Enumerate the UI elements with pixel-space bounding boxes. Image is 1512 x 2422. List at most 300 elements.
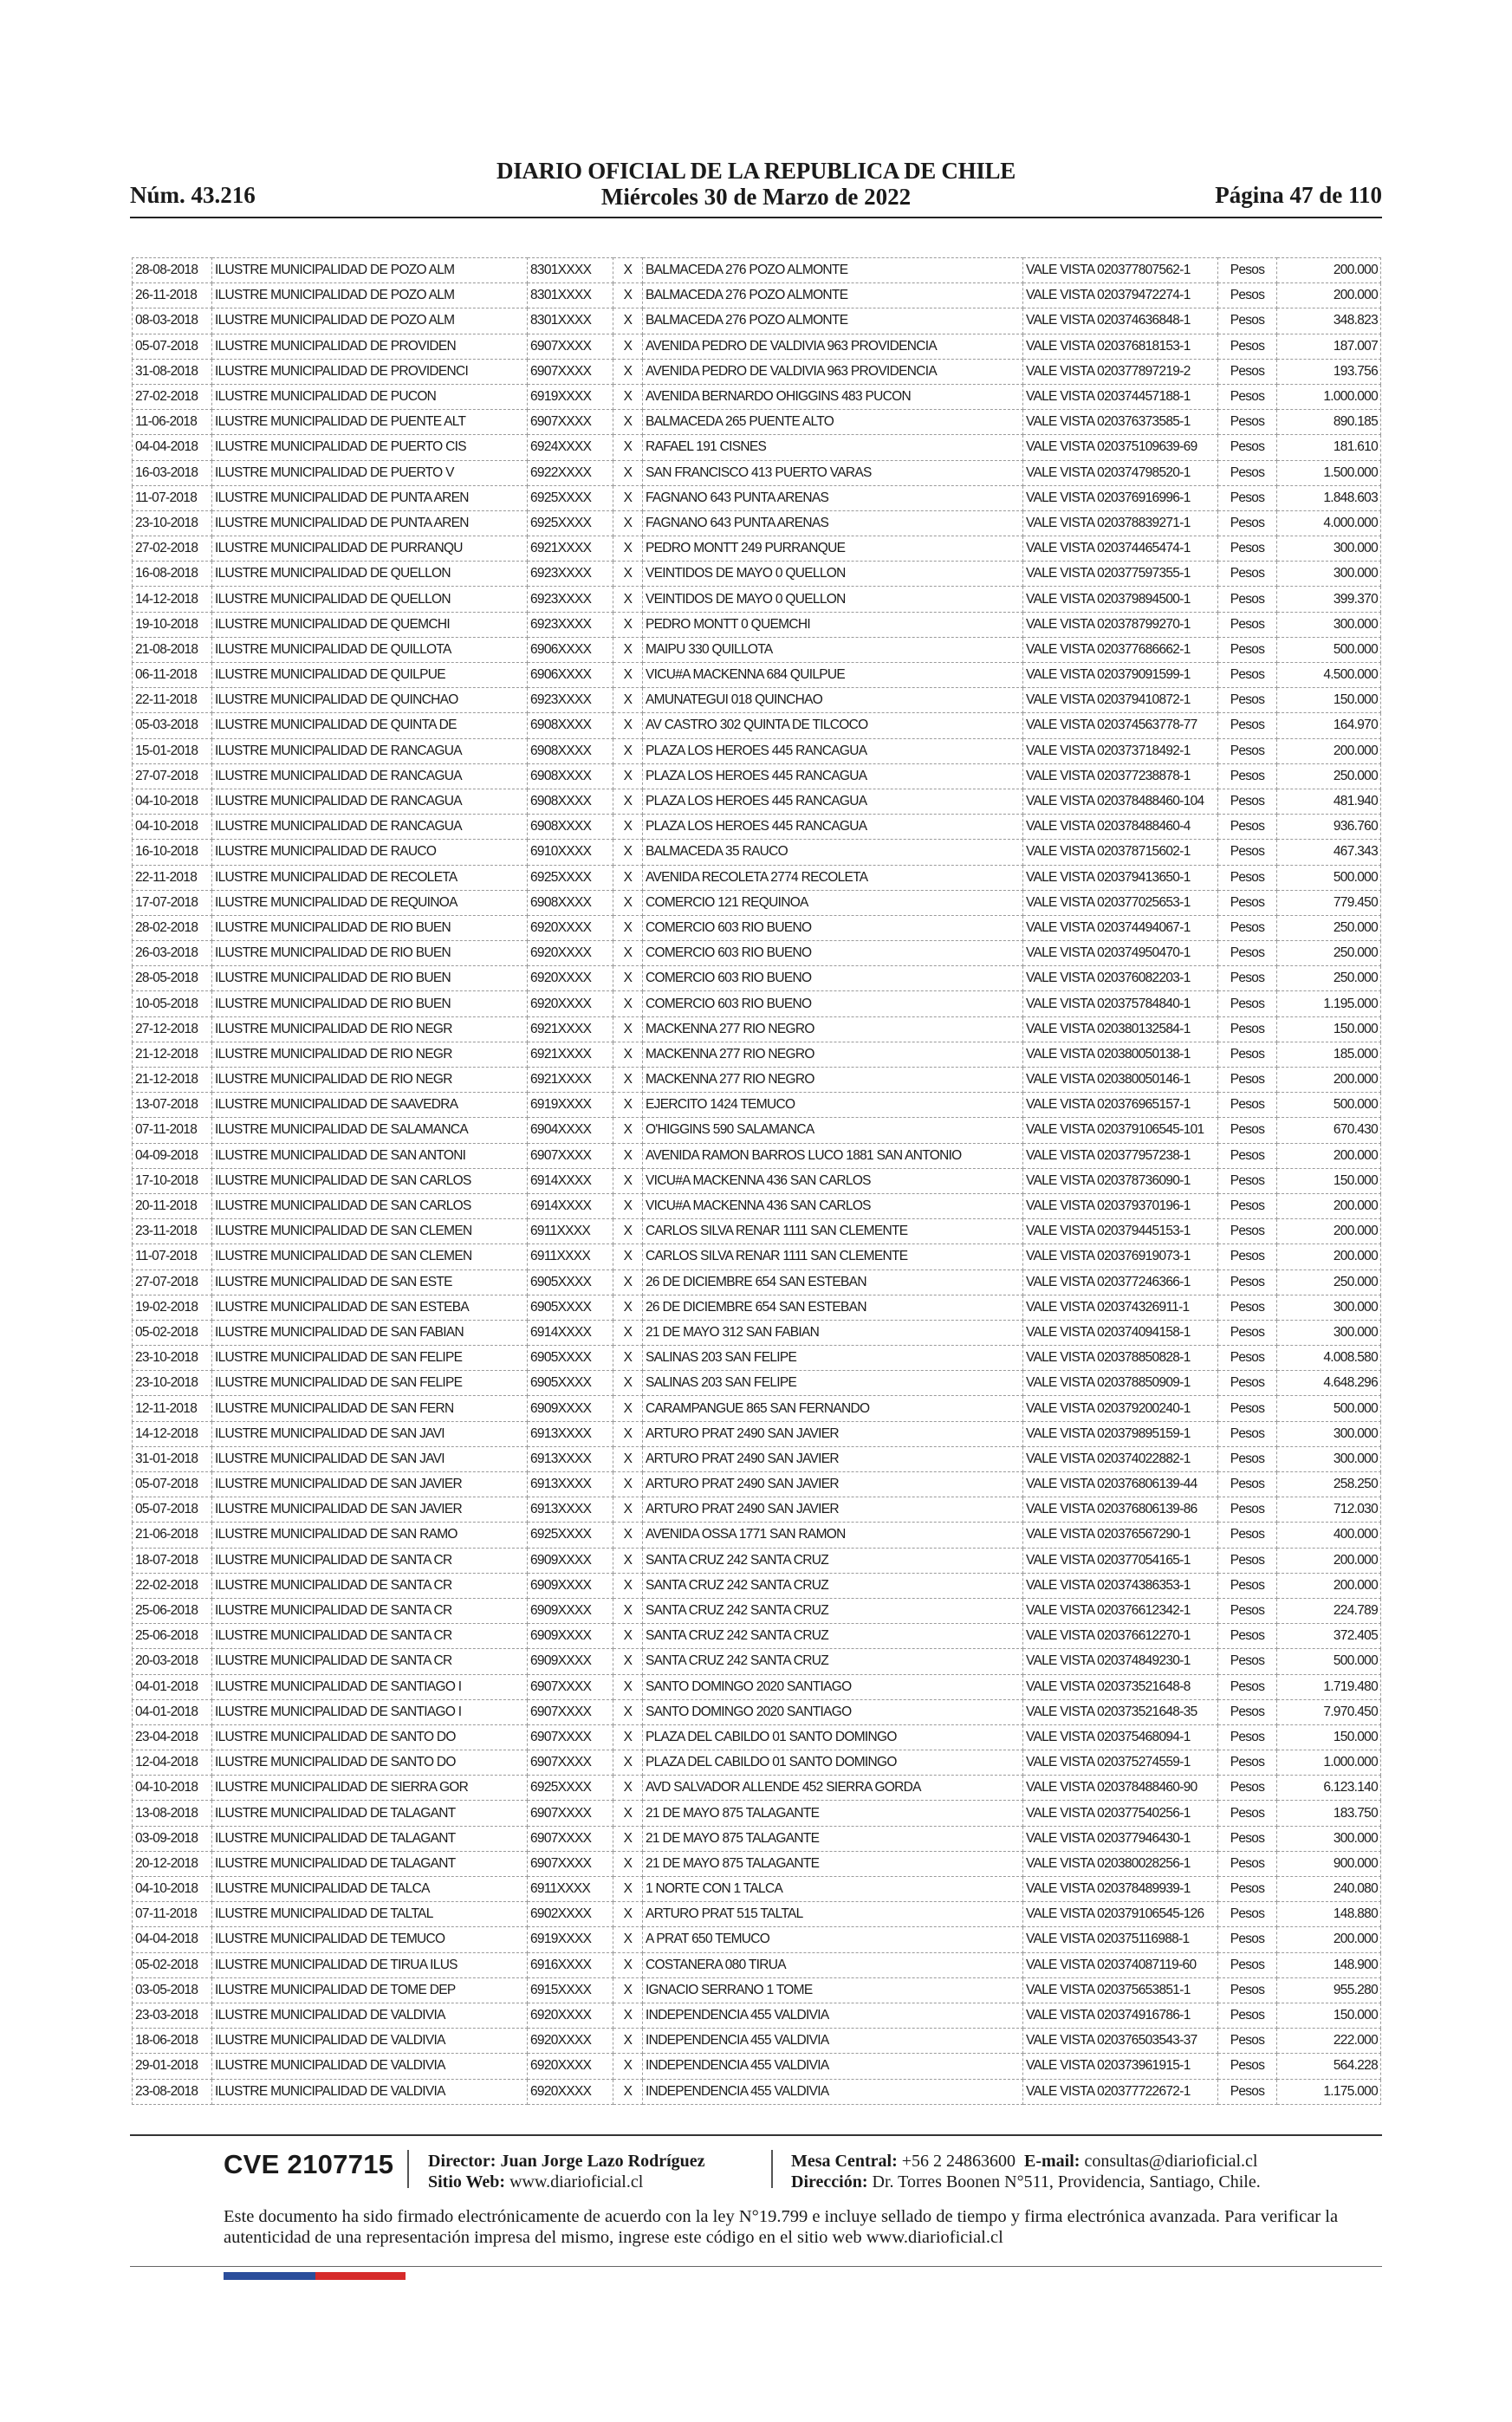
record-mark: X: [613, 738, 643, 763]
table-row: [133, 308, 1381, 334]
record-amount: 200.000: [1277, 1068, 1381, 1093]
record-amount: 467.343: [1277, 840, 1381, 865]
record-address: PLAZA LOS HEROES 445 RANCAGUA: [643, 738, 1023, 763]
record-rut: 6907XXXX: [528, 1674, 613, 1699]
record-date: 27-07-2018: [133, 763, 212, 789]
table-row: [133, 1523, 1381, 1548]
record-rut: 6906XXXX: [528, 663, 613, 688]
record-amount: 4.648.296: [1277, 1371, 1381, 1396]
record-institution: ILUSTRE MUNICIPALIDAD DE SAN CARLOS: [212, 1193, 528, 1218]
record-mark: X: [613, 1421, 643, 1446]
record-date: 11-07-2018: [133, 1244, 212, 1269]
record-document: VALE VISTA 020379091599-1: [1023, 663, 1218, 688]
record-rut: 6909XXXX: [528, 1624, 613, 1649]
record-document: VALE VISTA 020379413650-1: [1023, 865, 1218, 890]
record-currency: Pesos: [1218, 1598, 1277, 1623]
record-institution: ILUSTRE MUNICIPALIDAD DE TALTAL: [212, 1902, 528, 1927]
table-row: [133, 1446, 1381, 1471]
record-address: COMERCIO 603 RIO BUENO: [643, 991, 1023, 1016]
record-date: 05-07-2018: [133, 1472, 212, 1497]
site-link[interactable]: www.diarioficial.cl: [509, 2172, 644, 2191]
record-document: VALE VISTA 020374950470-1: [1023, 941, 1218, 966]
record-document: VALE VISTA 020374849230-1: [1023, 1649, 1218, 1674]
record-address: INDEPENDENCIA 455 VALDIVIA: [643, 2079, 1023, 2104]
record-institution: ILUSTRE MUNICIPALIDAD DE VALDIVIA: [212, 2079, 528, 2104]
record-rut: 6924XXXX: [528, 435, 613, 460]
record-currency: Pesos: [1218, 1244, 1277, 1269]
record-date: 18-07-2018: [133, 1548, 212, 1573]
record-address: FAGNANO 643 PUNTA ARENAS: [643, 485, 1023, 510]
table-row: [133, 1977, 1381, 2003]
record-address: SALINAS 203 SAN FELIPE: [643, 1371, 1023, 1396]
table-row: [133, 1750, 1381, 1776]
record-currency: Pesos: [1218, 562, 1277, 587]
record-mark: X: [613, 1877, 643, 1902]
record-institution: ILUSTRE MUNICIPALIDAD DE PUNTA AREN: [212, 485, 528, 510]
record-address: BALMACEDA 265 PUENTE ALTO: [643, 410, 1023, 435]
table-row: [133, 1902, 1381, 1927]
record-institution: ILUSTRE MUNICIPALIDAD DE SAN CARLOS: [212, 1168, 528, 1193]
record-currency: Pesos: [1218, 1523, 1277, 1548]
record-institution: ILUSTRE MUNICIPALIDAD DE SAN FELIPE: [212, 1346, 528, 1371]
record-mark: X: [613, 1548, 643, 1573]
record-institution: ILUSTRE MUNICIPALIDAD DE QUEMCHI: [212, 612, 528, 637]
record-currency: Pesos: [1218, 510, 1277, 536]
record-date: 15-01-2018: [133, 738, 212, 763]
record-currency: Pesos: [1218, 1371, 1277, 1396]
table-row: [133, 1851, 1381, 1876]
record-rut: 6908XXXX: [528, 738, 613, 763]
table-row: [133, 258, 1381, 283]
table-row: [133, 1826, 1381, 1851]
record-amount: 200.000: [1277, 1927, 1381, 1952]
table-row: [133, 789, 1381, 814]
record-institution: ILUSTRE MUNICIPALIDAD DE TALAGANT: [212, 1826, 528, 1851]
record-address: 26 DE DICIEMBRE 654 SAN ESTEBAN: [643, 1295, 1023, 1320]
record-date: 23-04-2018: [133, 1724, 212, 1750]
record-currency: Pesos: [1218, 763, 1277, 789]
record-institution: ILUSTRE MUNICIPALIDAD DE RAUCO: [212, 840, 528, 865]
record-institution: ILUSTRE MUNICIPALIDAD DE SANTA CR: [212, 1548, 528, 1573]
address-text: Dr. Torres Boonen N°511, Providencia, Santiago, Chile.: [872, 2172, 1261, 2191]
record-date: 07-11-2018: [133, 1902, 212, 1927]
record-mark: X: [613, 1497, 643, 1523]
record-currency: Pesos: [1218, 1573, 1277, 1598]
record-amount: 300.000: [1277, 562, 1381, 587]
record-rut: 6909XXXX: [528, 1396, 613, 1421]
record-amount: 300.000: [1277, 1295, 1381, 1320]
record-institution: ILUSTRE MUNICIPALIDAD DE SAN JAVI: [212, 1421, 528, 1446]
record-currency: Pesos: [1218, 1193, 1277, 1218]
record-address: MACKENNA 277 RIO NEGRO: [643, 1068, 1023, 1093]
record-rut: 6909XXXX: [528, 1649, 613, 1674]
table-row: [133, 966, 1381, 991]
record-currency: Pesos: [1218, 663, 1277, 688]
record-mark: X: [613, 1143, 643, 1168]
record-address: VEINTIDOS DE MAYO 0 QUELLON: [643, 587, 1023, 612]
record-institution: ILUSTRE MUNICIPALIDAD DE SALAMANCA: [212, 1118, 528, 1143]
record-address: CARLOS SILVA RENAR 1111 SAN CLEMENTE: [643, 1219, 1023, 1244]
record-currency: Pesos: [1218, 536, 1277, 562]
record-institution: ILUSTRE MUNICIPALIDAD DE TALAGANT: [212, 1851, 528, 1876]
record-rut: 6914XXXX: [528, 1320, 613, 1345]
record-currency: Pesos: [1218, 738, 1277, 763]
record-rut: 6921XXXX: [528, 1016, 613, 1042]
record-address: BALMACEDA 276 POZO ALMONTE: [643, 258, 1023, 283]
record-amount: 200.000: [1277, 1548, 1381, 1573]
table-row: [133, 283, 1381, 308]
table-row: [133, 1244, 1381, 1269]
record-date: 11-07-2018: [133, 485, 212, 510]
record-address: CARLOS SILVA RENAR 1111 SAN CLEMENTE: [643, 1244, 1023, 1269]
records-table-body: [133, 258, 1381, 2105]
record-date: 31-01-2018: [133, 1446, 212, 1471]
record-mark: X: [613, 1674, 643, 1699]
record-date: 04-10-2018: [133, 789, 212, 814]
record-amount: 300.000: [1277, 536, 1381, 562]
record-document: VALE VISTA 020379895159-1: [1023, 1421, 1218, 1446]
record-amount: 200.000: [1277, 1219, 1381, 1244]
record-address: BALMACEDA 276 POZO ALMONTE: [643, 283, 1023, 308]
table-row: [133, 1497, 1381, 1523]
record-address: MACKENNA 277 RIO NEGRO: [643, 1016, 1023, 1042]
record-amount: 399.370: [1277, 587, 1381, 612]
record-document: VALE VISTA 020377897219-2: [1023, 359, 1218, 384]
record-document: VALE VISTA 020377238878-1: [1023, 763, 1218, 789]
record-amount: 187.007: [1277, 334, 1381, 359]
record-date: 20-03-2018: [133, 1649, 212, 1674]
table-row: [133, 1724, 1381, 1750]
record-date: 23-10-2018: [133, 510, 212, 536]
record-mark: X: [613, 1320, 643, 1345]
record-rut: 6907XXXX: [528, 1724, 613, 1750]
table-row: [133, 460, 1381, 485]
record-amount: 779.450: [1277, 890, 1381, 915]
record-rut: 6913XXXX: [528, 1472, 613, 1497]
record-address: INDEPENDENCIA 455 VALDIVIA: [643, 2054, 1023, 2079]
record-currency: Pesos: [1218, 1877, 1277, 1902]
record-date: 23-11-2018: [133, 1219, 212, 1244]
record-amount: 148.880: [1277, 1902, 1381, 1927]
record-mark: X: [613, 1927, 643, 1952]
legal-notice: Este documento ha sido firmado electrónicamente de acuerdo con la ley N°19.799 e incluye sellado de tiempo y firma electrónica avanzada. Para verificar la autenticidad de una representación impresa del mismo, ingrese este código en el sitio web www.diarioficial.cl: [224, 2207, 1339, 2247]
record-address: INDEPENDENCIA 455 VALDIVIA: [643, 2003, 1023, 2028]
record-document: VALE VISTA 020374916786-1: [1023, 2003, 1218, 2028]
record-currency: Pesos: [1218, 1295, 1277, 1320]
record-mark: X: [613, 890, 643, 915]
record-amount: 240.080: [1277, 1877, 1381, 1902]
record-document: VALE VISTA 020377054165-1: [1023, 1548, 1218, 1573]
record-amount: 181.610: [1277, 435, 1381, 460]
record-date: 10-05-2018: [133, 991, 212, 1016]
record-date: 25-06-2018: [133, 1624, 212, 1649]
record-institution: ILUSTRE MUNICIPALIDAD DE QUILPUE: [212, 663, 528, 688]
page-number: Página 47 de 110: [1215, 182, 1382, 208]
record-mark: X: [613, 1042, 643, 1067]
record-date: 03-09-2018: [133, 1826, 212, 1851]
record-amount: 1.195.000: [1277, 991, 1381, 1016]
record-document: VALE VISTA 020377597355-1: [1023, 562, 1218, 587]
record-date: 27-07-2018: [133, 1269, 212, 1295]
record-institution: ILUSTRE MUNICIPALIDAD DE QUINTA DE: [212, 713, 528, 738]
record-address: EJERCITO 1424 TEMUCO: [643, 1093, 1023, 1118]
record-mark: X: [613, 1118, 643, 1143]
record-document: VALE VISTA 020378488460-90: [1023, 1776, 1218, 1801]
table-row: [133, 1295, 1381, 1320]
record-currency: Pesos: [1218, 258, 1277, 283]
record-address: 26 DE DICIEMBRE 654 SAN ESTEBAN: [643, 1269, 1023, 1295]
record-amount: 890.185: [1277, 410, 1381, 435]
record-institution: ILUSTRE MUNICIPALIDAD DE TIRUA ILUS: [212, 1952, 528, 1977]
record-date: 28-08-2018: [133, 258, 212, 283]
record-currency: Pesos: [1218, 1624, 1277, 1649]
table-row: [133, 334, 1381, 359]
record-currency: Pesos: [1218, 789, 1277, 814]
issue-date: Miércoles 30 de Marzo de 2022: [600, 184, 912, 210]
record-amount: 936.760: [1277, 815, 1381, 840]
record-date: 26-11-2018: [133, 283, 212, 308]
record-amount: 1.000.000: [1277, 1750, 1381, 1776]
record-address: ARTURO PRAT 2490 SAN JAVIER: [643, 1421, 1023, 1446]
record-amount: 250.000: [1277, 915, 1381, 940]
record-date: 12-11-2018: [133, 1396, 212, 1421]
record-amount: 150.000: [1277, 1016, 1381, 1042]
table-row: [133, 1219, 1381, 1244]
record-document: VALE VISTA 020373718492-1: [1023, 738, 1218, 763]
record-rut: 6905XXXX: [528, 1295, 613, 1320]
record-currency: Pesos: [1218, 1548, 1277, 1573]
footer-separator: [771, 2150, 773, 2188]
record-document: VALE VISTA 020375784840-1: [1023, 991, 1218, 1016]
record-rut: 6919XXXX: [528, 1927, 613, 1952]
record-institution: ILUSTRE MUNICIPALIDAD DE QUILLOTA: [212, 637, 528, 662]
record-date: 05-07-2018: [133, 1497, 212, 1523]
record-date: 19-02-2018: [133, 1295, 212, 1320]
email-link[interactable]: consultas@diarioficial.cl: [1084, 2152, 1258, 2171]
record-mark: X: [613, 1016, 643, 1042]
record-rut: 6905XXXX: [528, 1269, 613, 1295]
record-rut: 6911XXXX: [528, 1244, 613, 1269]
record-mark: X: [613, 966, 643, 991]
record-document: VALE VISTA 020374798520-1: [1023, 460, 1218, 485]
record-currency: Pesos: [1218, 2079, 1277, 2104]
record-amount: 200.000: [1277, 1573, 1381, 1598]
record-rut: 6908XXXX: [528, 763, 613, 789]
record-currency: Pesos: [1218, 334, 1277, 359]
table-row: [133, 1927, 1381, 1952]
record-document: VALE VISTA 020380132584-1: [1023, 1016, 1218, 1042]
record-rut: 6920XXXX: [528, 915, 613, 940]
record-document: VALE VISTA 020376806139-86: [1023, 1497, 1218, 1523]
record-currency: Pesos: [1218, 1042, 1277, 1067]
record-amount: 250.000: [1277, 966, 1381, 991]
record-currency: Pesos: [1218, 283, 1277, 308]
record-document: VALE VISTA 020380050146-1: [1023, 1068, 1218, 1093]
record-currency: Pesos: [1218, 1269, 1277, 1295]
record-address: SANTA CRUZ 242 SANTA CRUZ: [643, 1624, 1023, 1649]
record-rut: 6925XXXX: [528, 510, 613, 536]
record-rut: 6925XXXX: [528, 1776, 613, 1801]
record-date: 06-11-2018: [133, 663, 212, 688]
record-institution: ILUSTRE MUNICIPALIDAD DE QUELLON: [212, 587, 528, 612]
record-address: RAFAEL 191 CISNES: [643, 435, 1023, 460]
record-amount: 670.430: [1277, 1118, 1381, 1143]
record-mark: X: [613, 1801, 643, 1826]
record-address: COMERCIO 603 RIO BUENO: [643, 966, 1023, 991]
record-address: SANTO DOMINGO 2020 SANTIAGO: [643, 1699, 1023, 1724]
record-rut: 6904XXXX: [528, 1118, 613, 1143]
record-amount: 1.719.480: [1277, 1674, 1381, 1699]
record-currency: Pesos: [1218, 1219, 1277, 1244]
record-date: 18-06-2018: [133, 2029, 212, 2054]
record-document: VALE VISTA 020378736090-1: [1023, 1168, 1218, 1193]
record-currency: Pesos: [1218, 1699, 1277, 1724]
record-rut: 6907XXXX: [528, 1750, 613, 1776]
record-rut: 6916XXXX: [528, 1952, 613, 1977]
record-address: BALMACEDA 35 RAUCO: [643, 840, 1023, 865]
record-institution: ILUSTRE MUNICIPALIDAD DE RIO BUEN: [212, 941, 528, 966]
record-amount: 348.823: [1277, 308, 1381, 334]
record-currency: Pesos: [1218, 1168, 1277, 1193]
table-row: [133, 435, 1381, 460]
record-mark: X: [613, 815, 643, 840]
record-document: VALE VISTA 020378799270-1: [1023, 612, 1218, 637]
record-document: VALE VISTA 020377540256-1: [1023, 1801, 1218, 1826]
record-institution: ILUSTRE MUNICIPALIDAD DE PUENTE ALT: [212, 410, 528, 435]
record-amount: 150.000: [1277, 688, 1381, 713]
record-document: VALE VISTA 020375116988-1: [1023, 1927, 1218, 1952]
record-institution: ILUSTRE MUNICIPALIDAD DE PUCON: [212, 384, 528, 409]
record-document: VALE VISTA 020374465474-1: [1023, 536, 1218, 562]
record-mark: X: [613, 915, 643, 940]
record-address: ARTURO PRAT 2490 SAN JAVIER: [643, 1472, 1023, 1497]
record-currency: Pesos: [1218, 1346, 1277, 1371]
record-amount: 183.750: [1277, 1801, 1381, 1826]
record-amount: 300.000: [1277, 1320, 1381, 1345]
record-currency: Pesos: [1218, 485, 1277, 510]
table-row: [133, 637, 1381, 662]
contact-info: [791, 2151, 1261, 2192]
table-row: [133, 2029, 1381, 2054]
record-address: VICU#A MACKENNA 436 SAN CARLOS: [643, 1193, 1023, 1218]
record-amount: 300.000: [1277, 612, 1381, 637]
record-institution: ILUSTRE MUNICIPALIDAD DE QUELLON: [212, 562, 528, 587]
record-address: A PRAT 650 TEMUCO: [643, 1927, 1023, 1952]
flag-bar-red: [315, 2272, 406, 2280]
record-rut: 6908XXXX: [528, 789, 613, 814]
record-currency: Pesos: [1218, 1977, 1277, 2003]
record-rut: 6907XXXX: [528, 1143, 613, 1168]
record-document: VALE VISTA 020377946430-1: [1023, 1826, 1218, 1851]
record-document: VALE VISTA 020375653851-1: [1023, 1977, 1218, 2003]
record-currency: Pesos: [1218, 1421, 1277, 1446]
record-institution: ILUSTRE MUNICIPALIDAD DE PROVIDEN: [212, 334, 528, 359]
table-row: [133, 1624, 1381, 1649]
record-institution: ILUSTRE MUNICIPALIDAD DE SANTA CR: [212, 1573, 528, 1598]
record-currency: Pesos: [1218, 1801, 1277, 1826]
record-mark: X: [613, 258, 643, 283]
record-document: VALE VISTA 020373521648-8: [1023, 1674, 1218, 1699]
record-rut: 6909XXXX: [528, 1573, 613, 1598]
record-document: VALE VISTA 020376612342-1: [1023, 1598, 1218, 1623]
record-amount: 564.228: [1277, 2054, 1381, 2079]
record-amount: 185.000: [1277, 1042, 1381, 1067]
record-address: COSTANERA 080 TIRUA: [643, 1952, 1023, 1977]
record-mark: X: [613, 1346, 643, 1371]
table-row: [133, 1093, 1381, 1118]
record-mark: X: [613, 1598, 643, 1623]
record-mark: X: [613, 1977, 643, 2003]
record-currency: Pesos: [1218, 1118, 1277, 1143]
table-row: [133, 1674, 1381, 1699]
table-row: [133, 840, 1381, 865]
record-date: 05-07-2018: [133, 334, 212, 359]
record-address: AVENIDA PEDRO DE VALDIVIA 963 PROVIDENCIA: [643, 334, 1023, 359]
record-rut: 6907XXXX: [528, 1851, 613, 1876]
record-rut: 6925XXXX: [528, 1523, 613, 1548]
record-document: VALE VISTA 020376919073-1: [1023, 1244, 1218, 1269]
record-mark: X: [613, 789, 643, 814]
footer-divider: [130, 2134, 1382, 2136]
record-date: 16-03-2018: [133, 460, 212, 485]
record-institution: ILUSTRE MUNICIPALIDAD DE POZO ALM: [212, 308, 528, 334]
record-date: 28-05-2018: [133, 966, 212, 991]
record-institution: ILUSTRE MUNICIPALIDAD DE SAN ESTE: [212, 1269, 528, 1295]
record-document: VALE VISTA 020376567290-1: [1023, 1523, 1218, 1548]
record-date: 21-06-2018: [133, 1523, 212, 1548]
record-mark: X: [613, 1371, 643, 1396]
record-rut: 6920XXXX: [528, 941, 613, 966]
record-mark: X: [613, 1649, 643, 1674]
table-row: [133, 2003, 1381, 2028]
record-rut: 6907XXXX: [528, 334, 613, 359]
record-mark: X: [613, 763, 643, 789]
record-rut: 6920XXXX: [528, 966, 613, 991]
record-currency: Pesos: [1218, 1851, 1277, 1876]
record-institution: ILUSTRE MUNICIPALIDAD DE VALDIVIA: [212, 2054, 528, 2079]
record-mark: X: [613, 536, 643, 562]
record-rut: 8301XXXX: [528, 283, 613, 308]
header-divider: [130, 217, 1382, 218]
record-amount: 372.405: [1277, 1624, 1381, 1649]
record-address: 21 DE MAYO 312 SAN FABIAN: [643, 1320, 1023, 1345]
record-currency: Pesos: [1218, 713, 1277, 738]
record-address: 1 NORTE CON 1 TALCA: [643, 1877, 1023, 1902]
record-document: VALE VISTA 020376818153-1: [1023, 334, 1218, 359]
table-row: [133, 359, 1381, 384]
record-date: 04-10-2018: [133, 815, 212, 840]
record-amount: 481.940: [1277, 789, 1381, 814]
record-rut: 6907XXXX: [528, 1826, 613, 1851]
director-info: [428, 2151, 705, 2192]
record-mark: X: [613, 1573, 643, 1598]
record-currency: Pesos: [1218, 1750, 1277, 1776]
record-institution: ILUSTRE MUNICIPALIDAD DE SAN FELIPE: [212, 1371, 528, 1396]
record-currency: Pesos: [1218, 587, 1277, 612]
record-address: SANTA CRUZ 242 SANTA CRUZ: [643, 1598, 1023, 1623]
record-amount: 150.000: [1277, 1168, 1381, 1193]
record-institution: ILUSTRE MUNICIPALIDAD DE PUERTO V: [212, 460, 528, 485]
record-address: PLAZA LOS HEROES 445 RANCAGUA: [643, 789, 1023, 814]
record-document: VALE VISTA 020378488460-104: [1023, 789, 1218, 814]
record-institution: ILUSTRE MUNICIPALIDAD DE TALCA: [212, 1877, 528, 1902]
record-address: ARTURO PRAT 515 TALTAL: [643, 1902, 1023, 1927]
record-address: PLAZA DEL CABILDO 01 SANTO DOMINGO: [643, 1750, 1023, 1776]
table-row: [133, 1573, 1381, 1598]
record-mark: X: [613, 1168, 643, 1193]
table-row: [133, 1168, 1381, 1193]
record-mark: X: [613, 562, 643, 587]
